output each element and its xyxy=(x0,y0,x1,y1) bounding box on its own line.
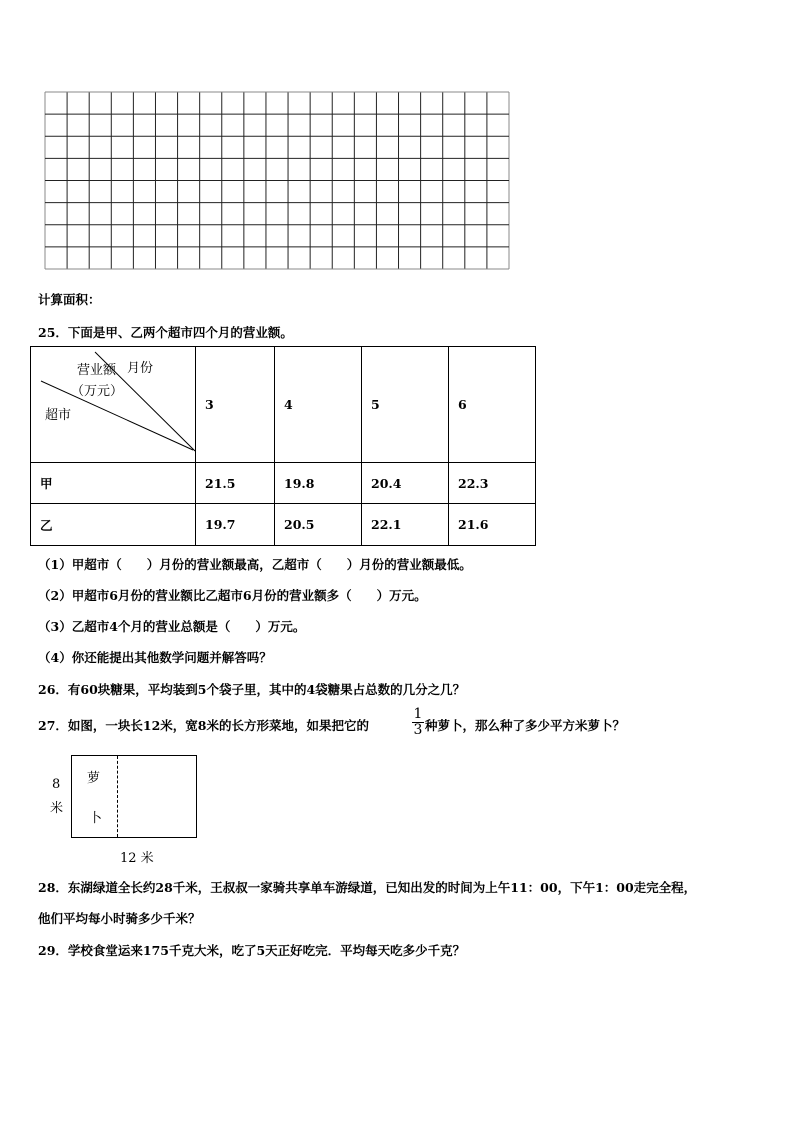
q28-line2: 他们平均每小时骑多少千米？ xyxy=(38,911,201,926)
store-name: 乙 xyxy=(31,504,196,546)
corner-unit: （万元） xyxy=(71,384,124,399)
q28-line1: 28．东湖绿道全长约28千米，王叔叔一家骑共享单车游绿道，已知出发的时间为上午11：00，下午1：00走完全程， xyxy=(38,880,697,895)
month-header: 6 xyxy=(449,347,536,463)
region-label-bottom: 卜 xyxy=(89,811,103,826)
height-unit: 米 xyxy=(50,801,64,816)
cell: 19.7 xyxy=(196,504,275,546)
corner-store: 超市 xyxy=(45,408,72,423)
sales-table xyxy=(30,346,536,546)
cell: 19.8 xyxy=(275,463,362,504)
month-header: 3 xyxy=(196,347,275,463)
corner-revenue: 营业额 xyxy=(77,363,117,378)
q25-sub-3: （3）乙超市4个月的营业总额是（ ）万元。 xyxy=(38,619,306,634)
table-row xyxy=(31,463,536,504)
cell: 20.4 xyxy=(362,463,449,504)
month-header: 5 xyxy=(362,347,449,463)
q25-sub-2: （2）甲超市6月份的营业额比乙超市6月份的营业额多（ ）万元。 xyxy=(38,588,427,603)
fraction-one-third xyxy=(412,707,424,738)
cell: 20.5 xyxy=(275,504,362,546)
height-number: 8 xyxy=(52,777,61,792)
store-name: 甲 xyxy=(31,463,196,504)
cell: 21.6 xyxy=(449,504,536,546)
corner-month: 月份 xyxy=(127,361,154,376)
calc-area-label: 计算面积： xyxy=(38,292,101,307)
rectangle-figure xyxy=(52,755,212,865)
cell: 22.3 xyxy=(449,463,536,504)
region-label-top: 萝 xyxy=(87,771,101,786)
q25-title: 25．下面是甲、乙两个超市四个月的营业额。 xyxy=(38,325,293,340)
width-label: 12 米 xyxy=(120,851,154,866)
q29: 29．学校食堂运来175千克大米，吃了5天正好吃完．平均每天吃多少千克？ xyxy=(38,943,466,958)
q25-sub-4: （4）你还能提出其他数学问题并解答吗？ xyxy=(38,650,272,665)
cell: 21.5 xyxy=(196,463,275,504)
fraction-denominator: 3 xyxy=(413,722,423,738)
dashed-divider xyxy=(117,756,118,837)
table-row xyxy=(31,504,536,546)
cell: 22.1 xyxy=(362,504,449,546)
q27-text-before: 27．如图，一块长12米，宽8米的长方形菜地，如果把它的 xyxy=(38,718,369,733)
month-header: 4 xyxy=(275,347,362,463)
q27-text-after: 种萝卜，那么种了多少平方米萝卜？ xyxy=(425,718,626,733)
q25-sub-1: （1）甲超市（ ）月份的营业额最高，乙超市（ ）月份的营业额最低。 xyxy=(38,557,472,572)
fraction-numerator: 1 xyxy=(413,706,423,722)
square-grid xyxy=(44,91,510,270)
table-corner-cell xyxy=(31,347,196,463)
q26: 26．有60块糖果，平均装到5个袋子里，其中的4袋糖果占总数的几分之几？ xyxy=(38,682,466,697)
